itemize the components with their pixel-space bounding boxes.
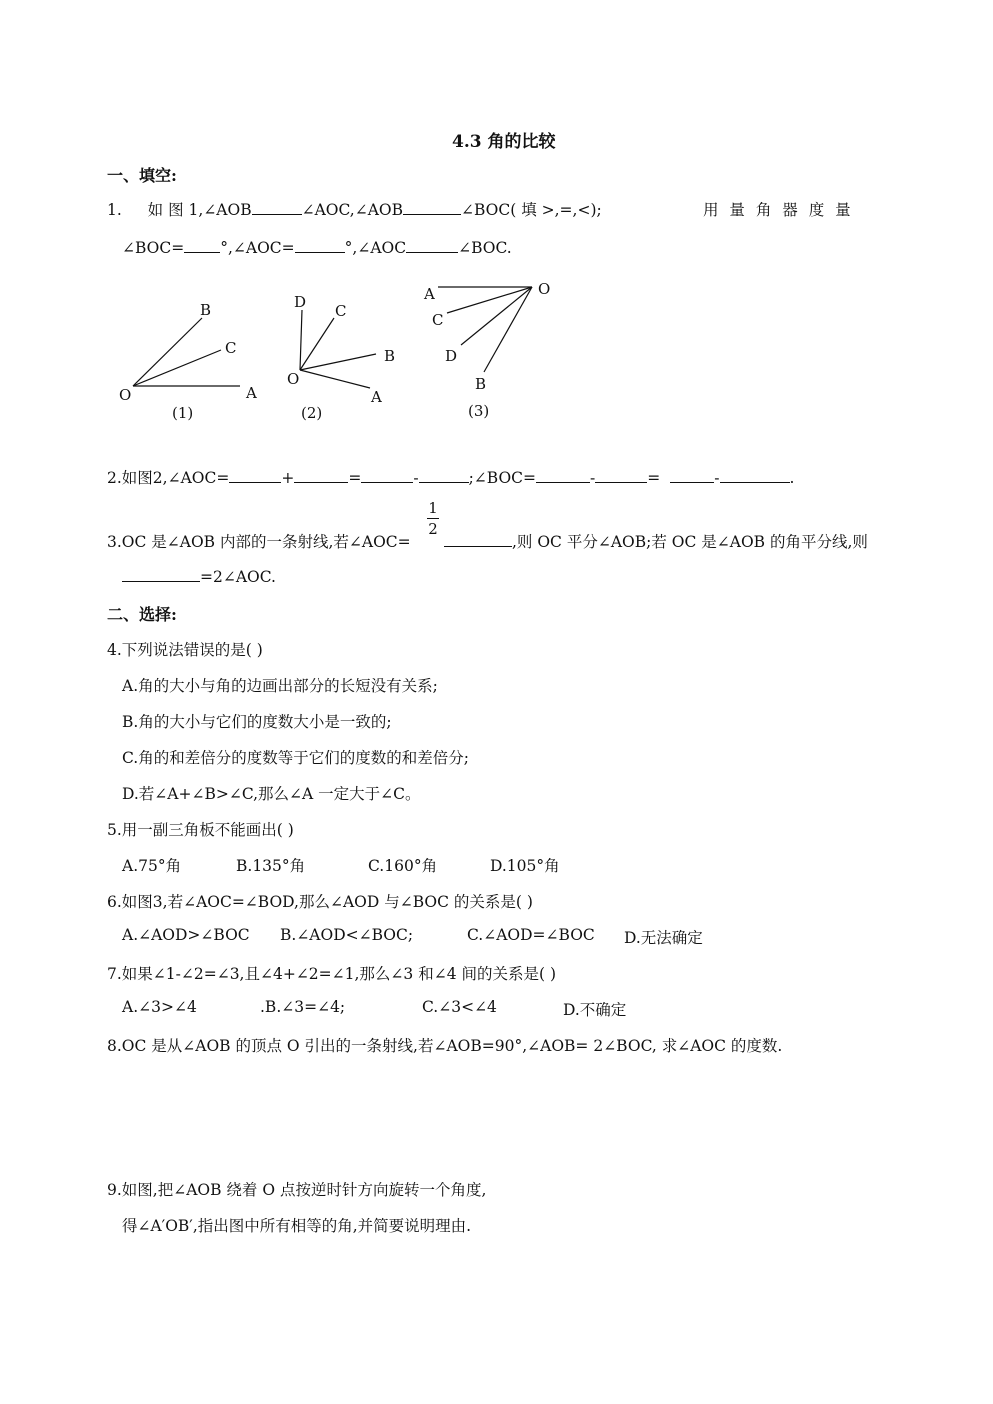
q2-blank-3[interactable] <box>361 468 413 483</box>
q5-option-a[interactable]: A.75°角 <box>122 857 182 875</box>
fig2-ray-ob <box>300 354 376 370</box>
q1-line2-a: ∠BOC= <box>122 239 185 257</box>
q1-part4: 用 量 角 器 度 量 <box>703 201 854 219</box>
fig1-label: (1) <box>172 404 194 422</box>
fig3-point-a: A <box>424 285 435 303</box>
q2-end: . <box>789 469 795 487</box>
q4-stem: 4.下列说法错误的是( ) <box>107 641 263 659</box>
q2-blank-7[interactable] <box>670 468 714 483</box>
fig2-ray-oc <box>300 318 334 370</box>
q2-blank-5[interactable] <box>536 468 590 483</box>
q2-mid: ;∠BOC= <box>468 469 537 487</box>
q1-part1: 如 图 1,∠AOB <box>147 201 252 219</box>
q2-blank-1[interactable] <box>229 468 281 483</box>
figure-1-lines <box>133 318 240 386</box>
fig2-point-c: C <box>335 302 347 320</box>
q2-a: 2.如图2,∠AOC= <box>107 469 230 487</box>
section-fill-heading: 一、填空: <box>107 166 177 185</box>
q2-blank-4[interactable] <box>419 468 469 483</box>
q1-line2-c: °,∠AOC <box>344 239 407 257</box>
q1-number: 1. <box>107 201 122 219</box>
q3-line1 <box>107 530 411 552</box>
fig1-ray-ob <box>133 318 202 386</box>
fig1-point-b: B <box>200 301 212 319</box>
q2-minus1: - <box>413 469 419 487</box>
q3-frac-num: 1 <box>428 499 438 517</box>
q4-option-c[interactable]: C.角的和差倍分的度数等于它们的度数的和差倍分; <box>122 749 469 767</box>
q5-option-c[interactable]: C.160°角 <box>368 857 438 875</box>
q6-option-b[interactable]: B.∠AOD<∠BOC; <box>280 926 414 944</box>
fig2-point-b: B <box>384 347 396 365</box>
q6-option-d[interactable]: D.无法确定 <box>624 929 703 947</box>
q1-part2: ∠AOC,∠AOB <box>301 201 403 219</box>
q3-fraction <box>427 500 439 537</box>
q2-blank-8[interactable] <box>720 468 790 483</box>
figures-svg <box>0 0 993 440</box>
q7-option-d[interactable]: D.不确定 <box>563 1001 627 1019</box>
q3-blank-1[interactable] <box>444 532 512 547</box>
q7-option-a[interactable]: A.∠3>∠4 <box>122 998 197 1016</box>
fig2-point-o: O <box>287 370 300 388</box>
q3-b: ,则 OC 平分∠AOB;若 OC 是∠AOB 的角平分线,则 <box>512 533 868 551</box>
q3-a: 3.OC 是∠AOB 内部的一条射线,若∠AOC= <box>107 533 411 551</box>
q3-c: =2∠AOC. <box>200 568 276 586</box>
fig3-point-b: B <box>475 375 487 393</box>
q2-eq2: = <box>647 469 661 487</box>
q4-option-a[interactable]: A.角的大小与角的边画出部分的长短没有关系; <box>122 677 438 695</box>
q5-option-b[interactable]: B.135°角 <box>236 857 306 875</box>
q2-blank-6[interactable] <box>595 468 647 483</box>
q3-line2 <box>122 567 276 586</box>
q2-minus2: - <box>590 469 596 487</box>
q7-option-c[interactable]: C.∠3<∠4 <box>422 998 497 1016</box>
q2-blank-2[interactable] <box>294 468 348 483</box>
fig2-point-a: A <box>371 388 382 406</box>
q2-minus3: - <box>714 469 720 487</box>
q5-stem: 5.用一副三角板不能画出( ) <box>107 821 294 839</box>
q7-stem: 7.如果∠1-∠2=∠3,且∠4+∠2=∠1,那么∠3 和∠4 间的关系是( ) <box>107 965 557 983</box>
fig1-point-c: C <box>225 339 237 357</box>
fig3-point-c: C <box>432 311 444 329</box>
fig3-label: (3) <box>468 402 490 420</box>
q6-stem: 6.如图3,若∠AOC=∠BOD,那么∠AOD 与∠BOC 的关系是( ) <box>107 893 533 911</box>
figure-2-lines <box>300 310 376 388</box>
fig3-ray-od <box>461 287 532 345</box>
q4-option-b[interactable]: B.角的大小与它们的度数大小是一致的; <box>122 713 392 731</box>
q1-part3: ∠BOC( 填 >,=,<); <box>461 201 602 219</box>
q3-line1-b <box>444 530 868 552</box>
q2-line <box>107 466 794 488</box>
q8-stem: 8.OC 是从∠AOB 的顶点 O 引出的一条射线,若∠AOB=90°,∠AOB= 2∠BOC, 求∠AOC 的度数. <box>107 1037 783 1055</box>
fig3-point-o: O <box>538 280 551 298</box>
q6-option-c[interactable]: C.∠AOD=∠BOC <box>467 926 595 944</box>
q1-line2-b: °,∠AOC= <box>220 239 295 257</box>
q2-eq1: = <box>348 469 362 487</box>
q3-frac-den: 2 <box>428 520 438 538</box>
q4-option-d[interactable]: D.若∠A+∠B>∠C,那么∠A 一定大于∠C。 <box>122 785 421 803</box>
fig2-ray-od <box>300 310 302 370</box>
q3-blank-2[interactable] <box>122 567 200 582</box>
fig1-point-a: A <box>246 384 257 402</box>
fig1-point-o: O <box>119 386 132 404</box>
q9-line1: 9.如图,把∠AOB 绕着 O 点按逆时针方向旋转一个角度, <box>107 1181 487 1199</box>
q2-plus: + <box>281 469 295 487</box>
page-title: 4.3 角的比较 <box>452 132 556 152</box>
q1-line2-d: ∠BOC. <box>458 239 512 257</box>
q9-line2: 得∠A′OB′,指出图中所有相等的角,并简要说明理由. <box>122 1217 472 1235</box>
fig2-ray-oa <box>300 370 370 388</box>
fig1-ray-oc <box>133 350 221 386</box>
q6-option-a[interactable]: A.∠AOD>∠BOC <box>122 926 250 944</box>
section-choice-heading: 二、选择: <box>107 605 177 624</box>
fig2-label: (2) <box>301 404 323 422</box>
fig3-point-d: D <box>445 347 458 365</box>
fig2-point-d: D <box>294 293 307 311</box>
q5-option-d[interactable]: D.105°角 <box>490 857 560 875</box>
q3-frac-bar <box>427 518 439 519</box>
q7-option-b[interactable]: .B.∠3=∠4; <box>260 998 346 1016</box>
